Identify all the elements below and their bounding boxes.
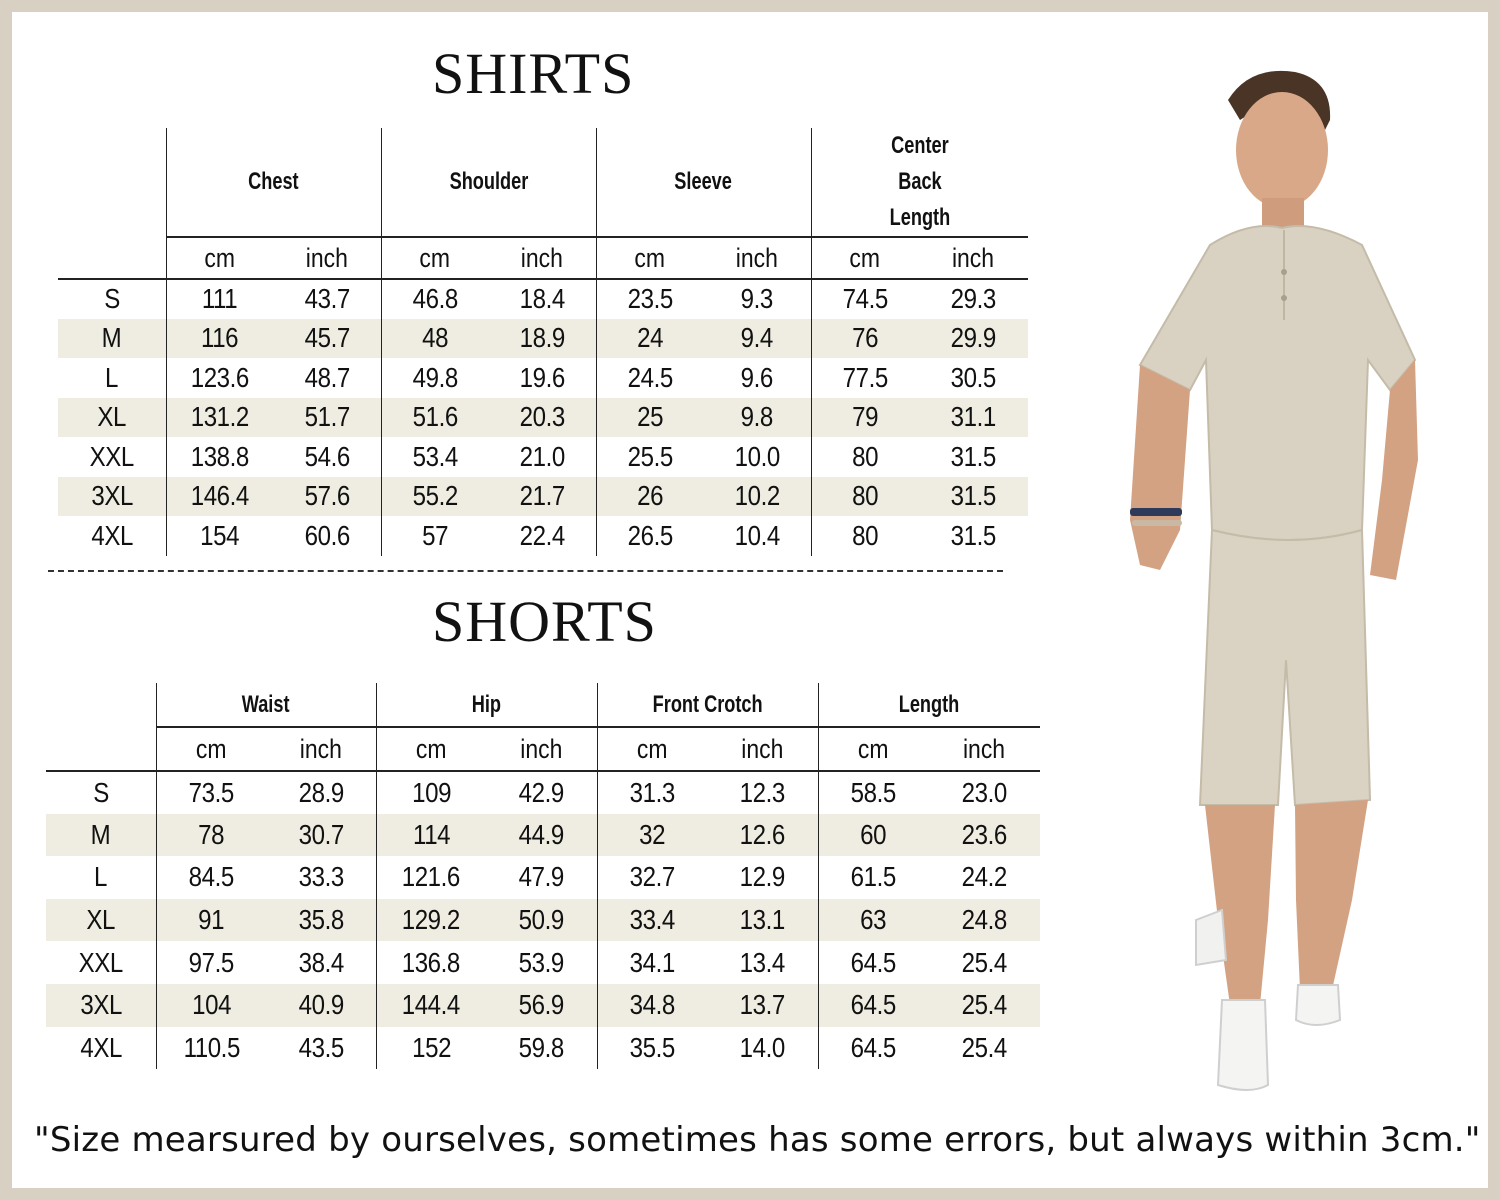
cm-value: 61.5 [818, 856, 928, 899]
inch-value: 29.9 [918, 319, 1028, 359]
cm-value: 55.2 [381, 477, 488, 517]
shirts-size-table [58, 128, 1028, 556]
cm-value: 49.8 [381, 358, 488, 398]
inch-value: 42.9 [518, 776, 564, 808]
inch-value: 60.6 [304, 519, 350, 551]
cm-value: 152 [376, 1027, 486, 1070]
cm-value: 77.5 [811, 358, 918, 398]
cm-value: 110.5 [156, 1027, 266, 1070]
cm-value: 53.4 [381, 437, 488, 477]
group-header-length: Length [831, 683, 1026, 727]
size-label: 3XL [58, 477, 166, 517]
group-header-chest: Chest [179, 128, 368, 237]
inch-value: 18.9 [488, 319, 596, 359]
inch-value: 21.0 [519, 440, 565, 472]
unit-cm: cm [164, 727, 258, 771]
inch-value: 38.4 [298, 946, 344, 978]
table-row [46, 814, 1040, 857]
inch-value: 23.0 [961, 776, 1007, 808]
cm-value: 131.2 [166, 398, 273, 438]
cm-value: 26 [596, 477, 703, 517]
section-divider [48, 570, 1003, 572]
inch-value: 31.5 [950, 519, 996, 551]
inch-value: 24.2 [961, 861, 1007, 893]
inch-value: 9.6 [740, 361, 773, 393]
cm-value: 154 [166, 516, 273, 556]
inch-value: 30.5 [950, 361, 996, 393]
cm-value: 73.5 [156, 771, 266, 814]
inch-value: 59.8 [518, 1031, 564, 1063]
inch-value: 9.3 [740, 283, 773, 315]
measurement-note: "Size mearsured by ourselves, sometimes has some errors, but always within 3cm." [34, 1120, 1481, 1160]
table-row [58, 398, 1028, 438]
cm-value: 91 [156, 899, 266, 942]
unit-inch: inch [281, 237, 373, 279]
size-label: S [103, 283, 120, 315]
cm-value: 35.5 [597, 1027, 707, 1070]
cm-value: 64.5 [818, 984, 928, 1027]
inch-value: 21.7 [488, 477, 596, 517]
group-header-waist: Waist [169, 683, 363, 727]
cm-value: 144.4 [376, 984, 486, 1027]
inch-value: 33.3 [298, 861, 344, 893]
cm-value: 111 [166, 279, 273, 319]
cm-value: 60 [818, 814, 928, 857]
unit-cm: cm [384, 727, 478, 771]
inch-value: 14.0 [739, 1031, 785, 1063]
shorts-title: SHORTS [432, 589, 657, 654]
corner-cell [58, 237, 166, 279]
table-row [58, 279, 1028, 319]
cm-value: 104 [156, 984, 266, 1027]
inch-value: 30.7 [266, 814, 376, 857]
inch-value: 13.4 [739, 946, 785, 978]
table-row [46, 771, 1040, 814]
unit-inch: inch [274, 727, 368, 771]
inch-value: 22.4 [519, 519, 565, 551]
group-header-sleeve: Sleeve [609, 128, 798, 237]
inch-value: 20.3 [488, 398, 596, 438]
inch-value: 28.9 [298, 776, 344, 808]
inch-value: 25.4 [961, 946, 1007, 978]
cm-value: 136.8 [376, 941, 486, 984]
unit-inch: inch [715, 727, 809, 771]
cm-value: 63 [818, 899, 928, 942]
table-row [58, 358, 1028, 398]
size-label: M [58, 319, 166, 359]
cm-value: 32.7 [597, 856, 707, 899]
unit-inch: inch [494, 727, 588, 771]
table-row [46, 899, 1040, 942]
cm-value: 31.3 [597, 771, 707, 814]
cm-value: 32 [597, 814, 707, 857]
cm-value: 34.1 [597, 941, 707, 984]
size-label: M [46, 814, 156, 857]
inch-value: 29.3 [950, 283, 996, 315]
cm-value: 25.5 [596, 437, 703, 477]
cm-value: 57 [381, 516, 488, 556]
inch-value: 43.7 [304, 283, 350, 315]
cm-value: 26.5 [596, 516, 703, 556]
inch-value: 35.8 [266, 899, 376, 942]
group-header-center-back-length: Center Back Length [824, 128, 1015, 237]
size-label: XL [58, 398, 166, 438]
cm-value: 121.6 [376, 856, 486, 899]
size-label: 4XL [90, 519, 133, 551]
inch-value: 45.7 [273, 319, 381, 359]
table-row [58, 477, 1028, 517]
inch-value: 43.5 [298, 1031, 344, 1063]
inch-value: 31.1 [918, 398, 1028, 438]
corner-cell [58, 128, 166, 237]
cm-value: 97.5 [156, 941, 266, 984]
inch-value: 31.5 [918, 477, 1028, 517]
inch-value: 12.9 [739, 861, 785, 893]
cm-value: 84.5 [156, 856, 266, 899]
cm-value: 64.5 [818, 1027, 928, 1070]
inch-value: 12.6 [707, 814, 818, 857]
inch-value: 10.0 [734, 440, 780, 472]
inch-value: 50.9 [486, 899, 597, 942]
cm-value: 33.4 [597, 899, 707, 942]
cm-value: 25 [596, 398, 703, 438]
cm-value: 114 [376, 814, 486, 857]
size-label: XXL [89, 440, 134, 472]
group-header-shoulder: Shoulder [394, 128, 583, 237]
inch-value: 40.9 [266, 984, 376, 1027]
cm-value: 78 [156, 814, 266, 857]
unit-inch: inch [936, 727, 1031, 771]
inch-value: 23.6 [928, 814, 1040, 857]
cm-value: 51.6 [381, 398, 488, 438]
inch-value: 44.9 [486, 814, 597, 857]
inch-value: 19.6 [519, 361, 565, 393]
size-label: XL [46, 899, 156, 942]
inch-value: 56.9 [486, 984, 597, 1027]
table-row [46, 856, 1040, 899]
table-row [58, 437, 1028, 477]
inch-value: 57.6 [273, 477, 381, 517]
unit-cm: cm [605, 727, 699, 771]
cm-value: 23.5 [596, 279, 703, 319]
cm-value: 64.5 [818, 941, 928, 984]
cm-value: 74.5 [811, 279, 918, 319]
cm-value: 80 [811, 477, 918, 517]
cm-value: 46.8 [381, 279, 488, 319]
inch-value: 53.9 [518, 946, 564, 978]
unit-cm: cm [826, 727, 920, 771]
unit-cm: cm [174, 237, 265, 279]
corner-cell [46, 683, 156, 727]
table-row [46, 1027, 1040, 1070]
cm-value: 58.5 [818, 771, 928, 814]
cm-value: 34.8 [597, 984, 707, 1027]
inch-value: 24.8 [928, 899, 1040, 942]
shirts-title: SHIRTS [432, 41, 635, 106]
inch-value: 25.4 [961, 1031, 1007, 1063]
inch-value: 12.3 [739, 776, 785, 808]
cm-value: 129.2 [376, 899, 486, 942]
size-label: S [92, 776, 109, 808]
inch-value: 18.4 [519, 283, 565, 315]
unit-inch: inch [926, 237, 1020, 279]
unit-cm: cm [389, 237, 480, 279]
corner-cell [46, 727, 156, 771]
cm-value: 48 [381, 319, 488, 359]
model-image [1100, 60, 1430, 1100]
inch-value: 9.4 [703, 319, 811, 359]
unit-inch: inch [711, 237, 803, 279]
size-label: XXL [78, 946, 123, 978]
inch-value: 13.7 [707, 984, 818, 1027]
cm-value: 146.4 [166, 477, 273, 517]
size-label: L [94, 861, 108, 893]
inch-value: 31.5 [950, 440, 996, 472]
inch-value: 48.7 [304, 361, 350, 393]
shorts-table-body [46, 771, 1040, 1069]
size-label: L [105, 361, 119, 393]
cm-value: 123.6 [166, 358, 273, 398]
inch-value: 13.1 [707, 899, 818, 942]
cm-value: 138.8 [166, 437, 273, 477]
cm-value: 116 [166, 319, 273, 359]
cm-value: 80 [811, 516, 918, 556]
group-header-hip: Hip [389, 683, 583, 727]
unit-cm: cm [819, 237, 910, 279]
size-label: 3XL [46, 984, 156, 1027]
cm-value: 24.5 [596, 358, 703, 398]
group-header-front-crotch: Front Crotch [610, 683, 804, 727]
cm-value: 80 [811, 437, 918, 477]
inch-value: 9.8 [703, 398, 811, 438]
unit-cm: cm [604, 237, 695, 279]
cm-value: 24 [596, 319, 703, 359]
unit-inch: inch [496, 237, 588, 279]
size-label: 4XL [79, 1031, 122, 1063]
cm-value: 79 [811, 398, 918, 438]
table-row [58, 319, 1028, 359]
cm-value: 76 [811, 319, 918, 359]
inch-value: 51.7 [273, 398, 381, 438]
cm-value: 109 [376, 771, 486, 814]
table-row [46, 941, 1040, 984]
table-row [46, 984, 1040, 1027]
inch-value: 25.4 [928, 984, 1040, 1027]
table-row [58, 516, 1028, 556]
inch-value: 54.6 [304, 440, 350, 472]
shorts-size-table [46, 683, 1040, 1069]
inch-value: 10.4 [734, 519, 780, 551]
inch-value: 47.9 [518, 861, 564, 893]
shirts-table-body [58, 279, 1028, 556]
inch-value: 10.2 [703, 477, 811, 517]
